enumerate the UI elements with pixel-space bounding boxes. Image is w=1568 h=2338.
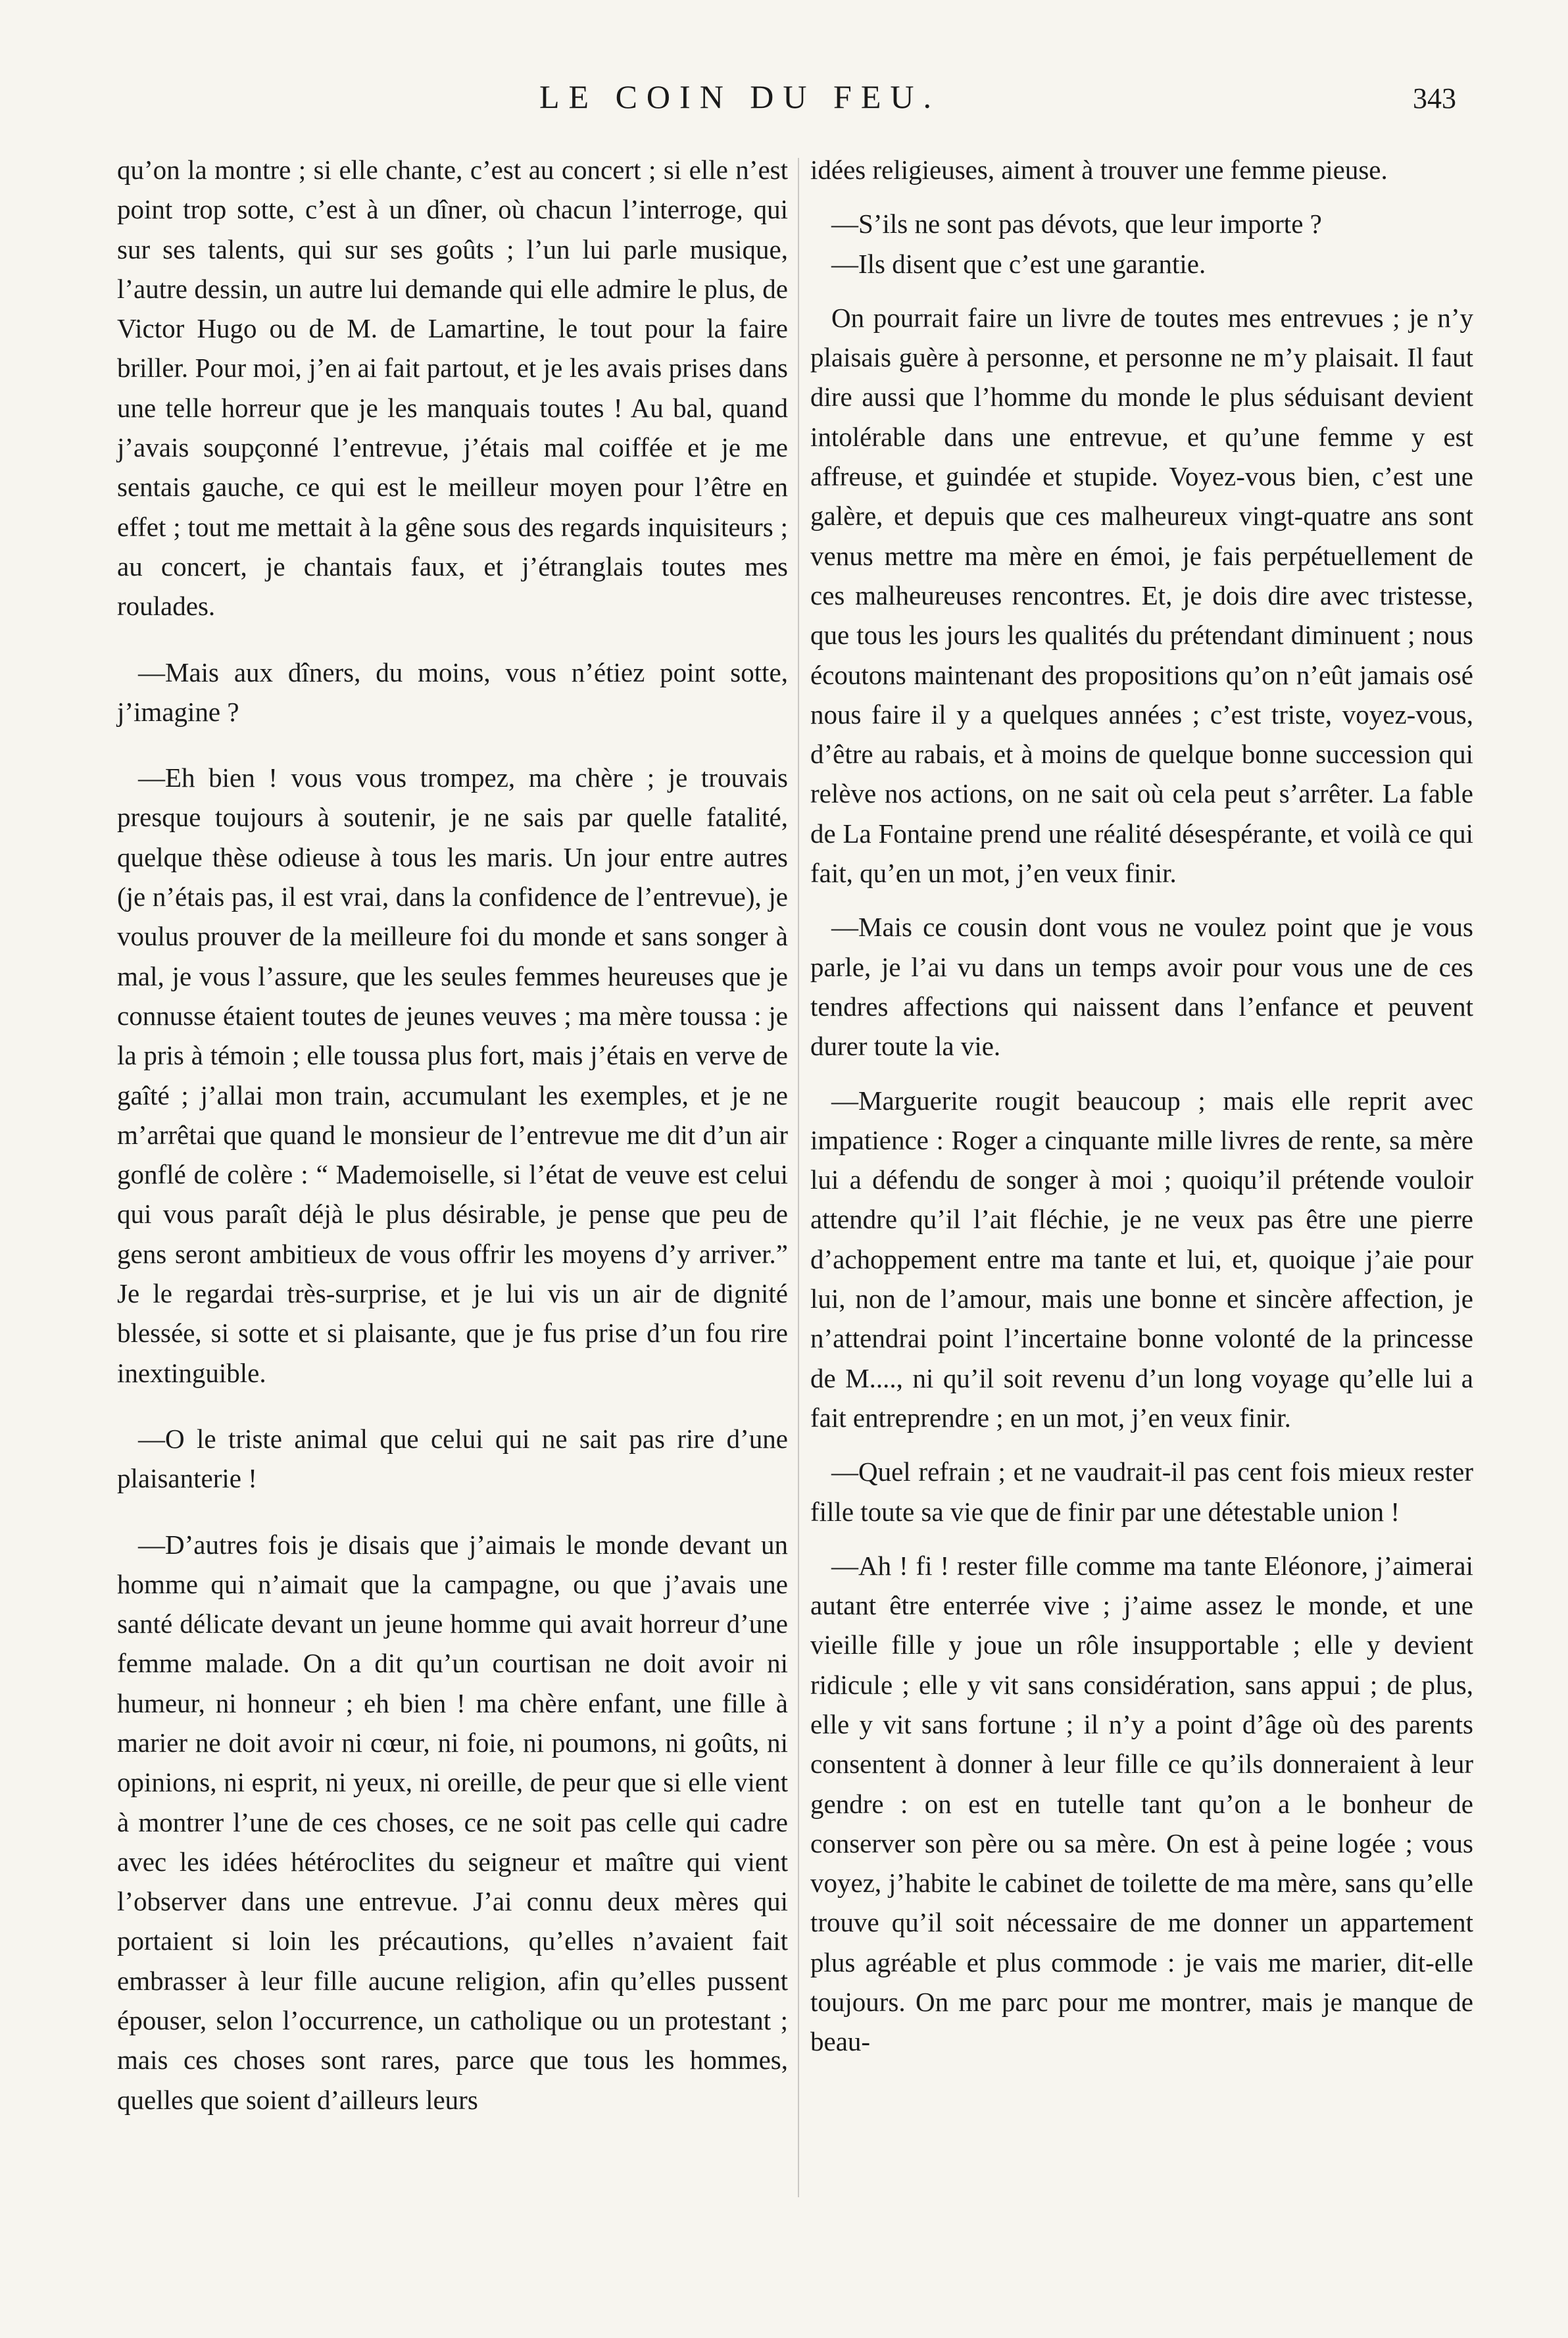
paragraph: —Ils disent que c’est une garantie. (831, 248, 1206, 279)
paragraph: —Marguerite rougit beaucoup ; mais elle reprit avec impatience : Roger a cinquante mille livres de rente, sa mère lui a défendu de songer à moi ; quoiqu’il prétende vouloir attendre qu’il l’ait fléchie, je ne veux pas être une pierre d’achoppement entre ma tante et lui, et, quoique j’aie pour lui, non de l’amour, mais une bonne et sincère affection, je n’attendrai point l’incertaine bonne volonté de la princesse de M...., ni qu’il soit revenu d’un long voyage qu’elle lui a fait entreprendre ; en un mot, j’en veux finir. (810, 1085, 1473, 1433)
running-title: LE COIN DU FEU. (539, 78, 941, 115)
paragraph: —Mais ce cousin dont vous ne voulez point que je vous parle, je l’ai vu dans un temps avoir pour vous une de ces tendres affections qui naissent dans l’enfance et peuvent durer toute la vie. (810, 912, 1473, 1062)
paragraph: —S’ils ne sont pas dévots, que leur importe ? (831, 209, 1322, 239)
paragraph: —Mais aux dîners, du moins, vous n’étiez point sotte, j’imagine ? (117, 657, 788, 727)
paragraph: idées religieuses, aiment à trouver une femme pieuse. (810, 155, 1388, 185)
paragraph: —Ah ! fi ! rester fille comme ma tante Eléonore, j’aimerai autant être enterrée vive ; j’aime assez le monde, et une vieille fille y joue un rôle insupportable ; elle y devient ridicule ; elle y vit sans considération, sans appui ; de plus, elle y vit sans fortune ; il n’y a point d’âge où des parents consentent à donner à leur fille ce qu’ils donneraient à leur gendre : on est en tutelle tant qu’on a le bonheur de conserver son père ou sa mère. On est à peine logée ; vous voyez, j’habite le cabinet de toilette de ma mère, sans qu’elle trouve qu’il soit nécessaire de me donner un appartement plus agréable et plus commode : je vais me marier, dit-elle toujours. On me parc pour me montrer, mais je manque de beau- (810, 1550, 1473, 2057)
left-column (117, 150, 788, 2120)
page-number: 343 (1413, 82, 1456, 114)
right-column (810, 150, 1473, 2062)
paragraph: —Eh bien ! vous vous trompez, ma chère ; je trouvais presque toujours à soutenir, je ne sais par quelle fatalité, quelque thèse odieuse à tous les maris. Un jour entre autres (je n’étais pas, il est vrai, dans la confidence de l’entrevue), je voulus prouver de la meilleure foi du monde et sans songer à mal, je vous l’assure, que les seules femmes heureuses que je connusse étaient toutes de jeunes veuves ; ma mère toussa : je la pris à témoin ; elle toussa plus fort, mais j’étais en verve de gaîté ; j’allai mon train, accumulant les exemples, et je ne m’arrêtai que quand le monsieur de l’entrevue me dit d’un air gonflé de colère : “ Mademoiselle, si l’état de veuve est celui qui vous paraît déjà le plus désirable, je pense que peu de gens seront ambitieux de vous offrir les moyens d’y arriver.” Je le regardai très-surprise, et je lui vis un air de dignité blessée, si sotte et si plaisante, que je fus prise d’un fou rire inextinguible. (117, 762, 788, 1388)
paragraph: —D’autres fois je disais que j’aimais le monde devant un homme qui n’aimait que la campagne, ou que j’avais une santé délicate devant un jeune homme qui avait horreur d’une femme malade. On a dit qu’un courtisan ne doit avoir ni humeur, ni honneur ; eh bien ! ma chère enfant, une fille à marier ne doit avoir ni cœur, ni foie, ni poumons, ni goûts, ni opinions, ni esprit, ni yeux, ni oreille, de peur que si elle vient à montrer l’une de ces choses, ce ne soit pas celle qui cadre avec les idées hétéroclites du seigneur et maître qui vient l’observer dans une entrevue. J’ai connu deux mères qui portaient si loin les précautions, qu’elles n’avaient fait embrasser à leur fille aucune religion, afin qu’elles pussent épouser, selon l’occurrence, un catholique ou un protestant ; mais ces choses sont rares, parce que tous les hommes, quelles que soient d’ailleurs leurs (117, 1529, 788, 2115)
column-divider (798, 158, 799, 2197)
paragraph: qu’on la montre ; si elle chante, c’est au concert ; si elle n’est point trop sotte, c’est à un dîner, où chacun l’interroge, qui sur ses talents, qui sur ses goûts ; l’un lui parle musique, l’autre dessin, un autre lui demande qui elle admire le plus, de Victor Hugo ou de M. de Lamartine, le tout pour la faire briller. Pour moi, j’en ai fait partout, et je les avais prises dans une telle horreur que je les manquais toutes ! Au bal, quand j’avais soupçonné l’entrevue, j’étais mal coiffée et je me sentais gauche, ce qui est le meilleur moyen pour l’être en effet ; tout me mettait à la gêne sous des regards inquisiteurs ; au concert, je chantais faux, et j’étranglais toutes mes roulades. (117, 155, 788, 622)
paragraph: On pourrait faire un livre de toutes mes entrevues ; je n’y plaisais guère à personne, et personne ne m’y plaisait. Il faut dire aussi que l’homme du monde le plus séduisant devient intolérable dans une entrevue, et qu’une femme y est affreuse, et guindée et stupide. Voyez-vous bien, c’est une galère, et depuis que ces malheureux vingt-quatre ans sont venus mettre ma mère en émoi, je fais perpétuellement de ces malheureuses rencontres. Et, je dois dire avec tristesse, que tous les jours les qualités du prétendant diminuent ; nous écoutons maintenant des propositions qu’on n’eût jamais osé nous faire il y a quelques années ; c’est triste, voyez-vous, d’être au rabais, et à moins de quelque bonne succession qui relève nos actions, on ne sait où cela peut s’arrêter. La fable de La Fontaine prend une réalité désespérante, et voilà ce qui fait, qu’en un mot, j’en veux finir. (810, 302, 1473, 889)
page-header (0, 78, 1568, 130)
paragraph: —O le triste animal que celui qui ne sait pas rire d’une plaisanterie ! (117, 1423, 788, 1494)
paragraph: —Quel refrain ; et ne vaudrait-il pas cent fois mieux rester fille toute sa vie que de finir par une détestable union ! (810, 1456, 1473, 1527)
